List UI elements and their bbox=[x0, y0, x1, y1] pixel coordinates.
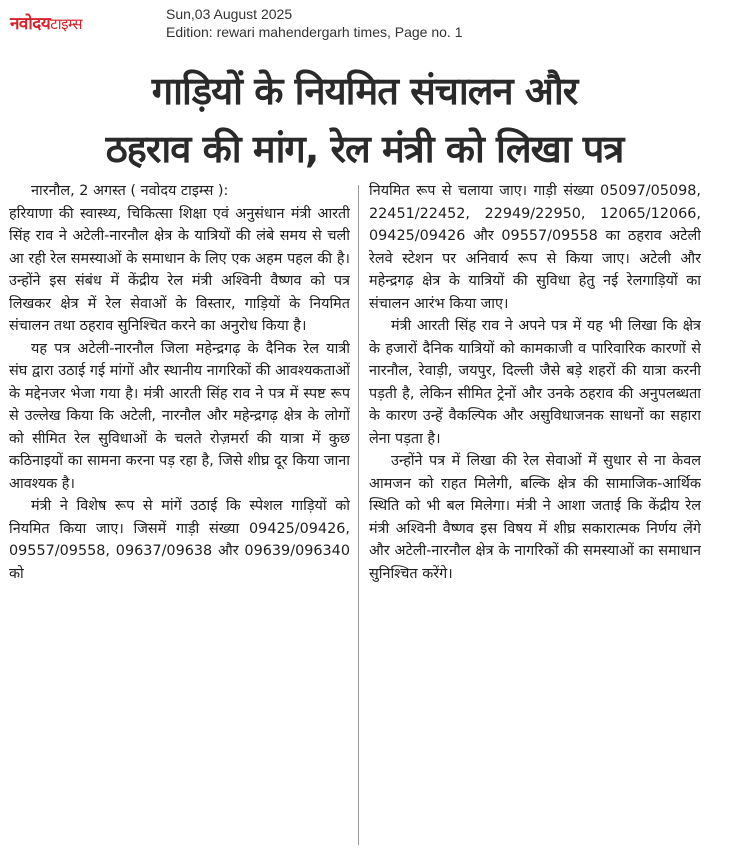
edition-info bbox=[166, 5, 463, 41]
paragraph-2: यह पत्र अटेली-नारनौल जिला महेन्द्रगढ़ के दैनिक रेल यात्री संघ द्वारा उठाई गई मांगों और स्थानीय नागरिकों की आवश्यकताओं के मद्देनजर भेजा गया है। मंत्री आरती सिंह राव ने पत्र में स्पष्ट रूप से उल्लेख किया कि अटेली, नारनौल और महेन्द्रगढ़ क्षेत्र के लोगों को सीमित रेल सुविधाओं के चलते रोज़मर्रा की यात्रा में कुछ कठिनाइयों का सामना करना पड़ रहा है, जिसे शीघ्र दूर किया जाना आवश्यक है। bbox=[9, 340, 350, 492]
paragraph-3: मंत्री ने विशेष रूप से मांगें उठाई कि स्पेशल गाड़ियों को नियमित किया जाए। जिसमें गाड़ी संख्या 09425/09426, 09557/09558, 09637/09638 और 09639/096340 को bbox=[9, 498, 350, 582]
logo-main: नवोदय bbox=[10, 14, 51, 34]
publish-date: Sun,03 August 2025 bbox=[166, 6, 293, 22]
article-column-right bbox=[369, 180, 701, 855]
article-headline bbox=[0, 62, 729, 178]
logo-sub: टाइम्स bbox=[50, 15, 83, 33]
paragraph-1: हरियाणा की स्वास्थ्य, चिकित्सा शिक्षा एवं अनुसंधान मंत्री आरती सिंह राव ने अटेली-नारनौल क्षेत्र के यात्रियों की लंबे समय से चली आ रही रेल समस्याओं के समाधान के लिए एक अहम पहल की है। उन्होंने इस संबंध में केंद्रीय रेल मंत्री अश्विनी वैष्णव को पत्र लिखकर क्षेत्र में रेल सेवाओं के विस्तार, गाड़ियों के नियमित संचालन तथा ठहराव सुनिश्चित करने का अनुरोध किया है। bbox=[9, 205, 350, 334]
column-divider bbox=[358, 185, 359, 845]
dateline: नारनौल, 2 अगस्त ( नवोदय टाइम्स ): bbox=[31, 183, 229, 199]
paragraph-3-continued: नियमित रूप से चलाया जाए। गाड़ी संख्या 05097/05098, 22451/22452, 22949/22950, 12065/12066, 09425/09426 और 09557/09558 का ठहराव अटेली रेलवे स्टेशन पर अनिवार्य रूप से किया जाए। अटेली और महेन्द्रगढ़ क्षेत्र के यात्रियों की सुविधा हेतु नई रेलगाड़ियों का संचालन आरंभ किया जाए। bbox=[369, 183, 701, 312]
article-column-left bbox=[9, 180, 350, 855]
newspaper-logo bbox=[10, 11, 82, 34]
paragraph-4: मंत्री आरती सिंह राव ने अपने पत्र में यह भी लिखा कि क्षेत्र के हजारों दैनिक यात्रियों को कामकाजी व पारिवारिक कारणों से नारनौल, रेवाड़ी, जयपुर, दिल्ली जैसे बड़े शहरों की यात्रा करनी पड़ती है, लेकिन सीमित ट्रेनों और उनके ठहराव की अनुपलब्धता के कारण उन्हें वैकल्पिक और असुविधाजनक साधनों का सहारा लेना पड़ता है। bbox=[369, 318, 701, 447]
edition-line: Edition: rewari mahendergarh times, Page no. 1 bbox=[166, 24, 463, 40]
headline-line-2: ठहराव की मांग, रेल मंत्री को लिखा पत्र bbox=[105, 127, 624, 171]
paragraph-5: उन्होंने पत्र में लिखा की रेल सेवाओं में सुधार से ना केवल आमजन को राहत मिलेगी, बल्कि क्षेत्र की सामाजिक-आर्थिक स्थिति को भी बल मिलेगा। मंत्री ने आशा जताई कि केंद्रीय रेल मंत्री अश्विनी वैष्णव इस विषय में शीघ्र सकारात्मक निर्णय लेंगे और अटेली-नारनौल क्षेत्र के नागरिकों की समस्याओं का समाधान सुनिश्चित करेंगे। bbox=[369, 453, 701, 582]
masthead bbox=[0, 0, 729, 48]
headline-line-1: गाड़ियों के नियमित संचालन और bbox=[151, 69, 578, 113]
